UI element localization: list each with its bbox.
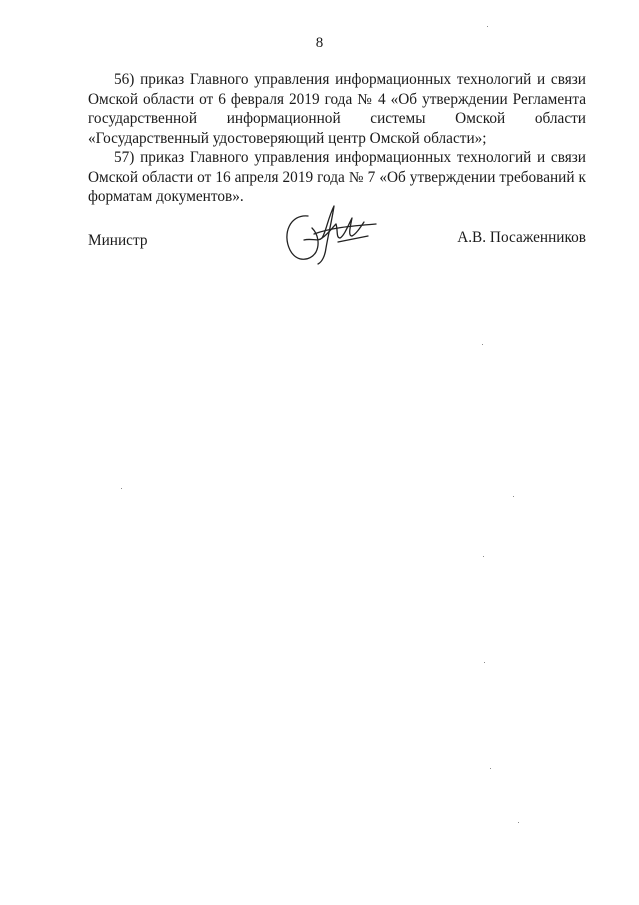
scan-speck: [490, 768, 491, 769]
scan-speck: [483, 556, 484, 557]
scan-speck: [487, 26, 488, 27]
scan-speck: [484, 662, 485, 663]
paragraph-item-56: 56) приказ Главного управления информационных технологий и связи Омской области от 6 февраля 2019 года № 4 «Об утверждении Регламента государственной информационной системы Омской области «Государственный удостоверяющий центр Омской области»;: [88, 71, 586, 147]
scan-speck: [482, 344, 483, 345]
scan-speck: [513, 496, 514, 497]
paragraph-item-57: 57) приказ Главного управления информационных технологий и связи Омской области от 16 апреля 2019 года № 7 «Об утверждении требований к форматам документов».: [88, 149, 586, 205]
signatory-name: А.В. Посаженников: [457, 229, 586, 246]
page-number: 8: [315, 35, 324, 51]
document-body: [88, 70, 586, 207]
handwritten-signature: [278, 198, 378, 266]
scan-speck: [518, 822, 519, 823]
scan-speck: [121, 488, 122, 489]
signatory-title: Министр: [88, 232, 148, 249]
